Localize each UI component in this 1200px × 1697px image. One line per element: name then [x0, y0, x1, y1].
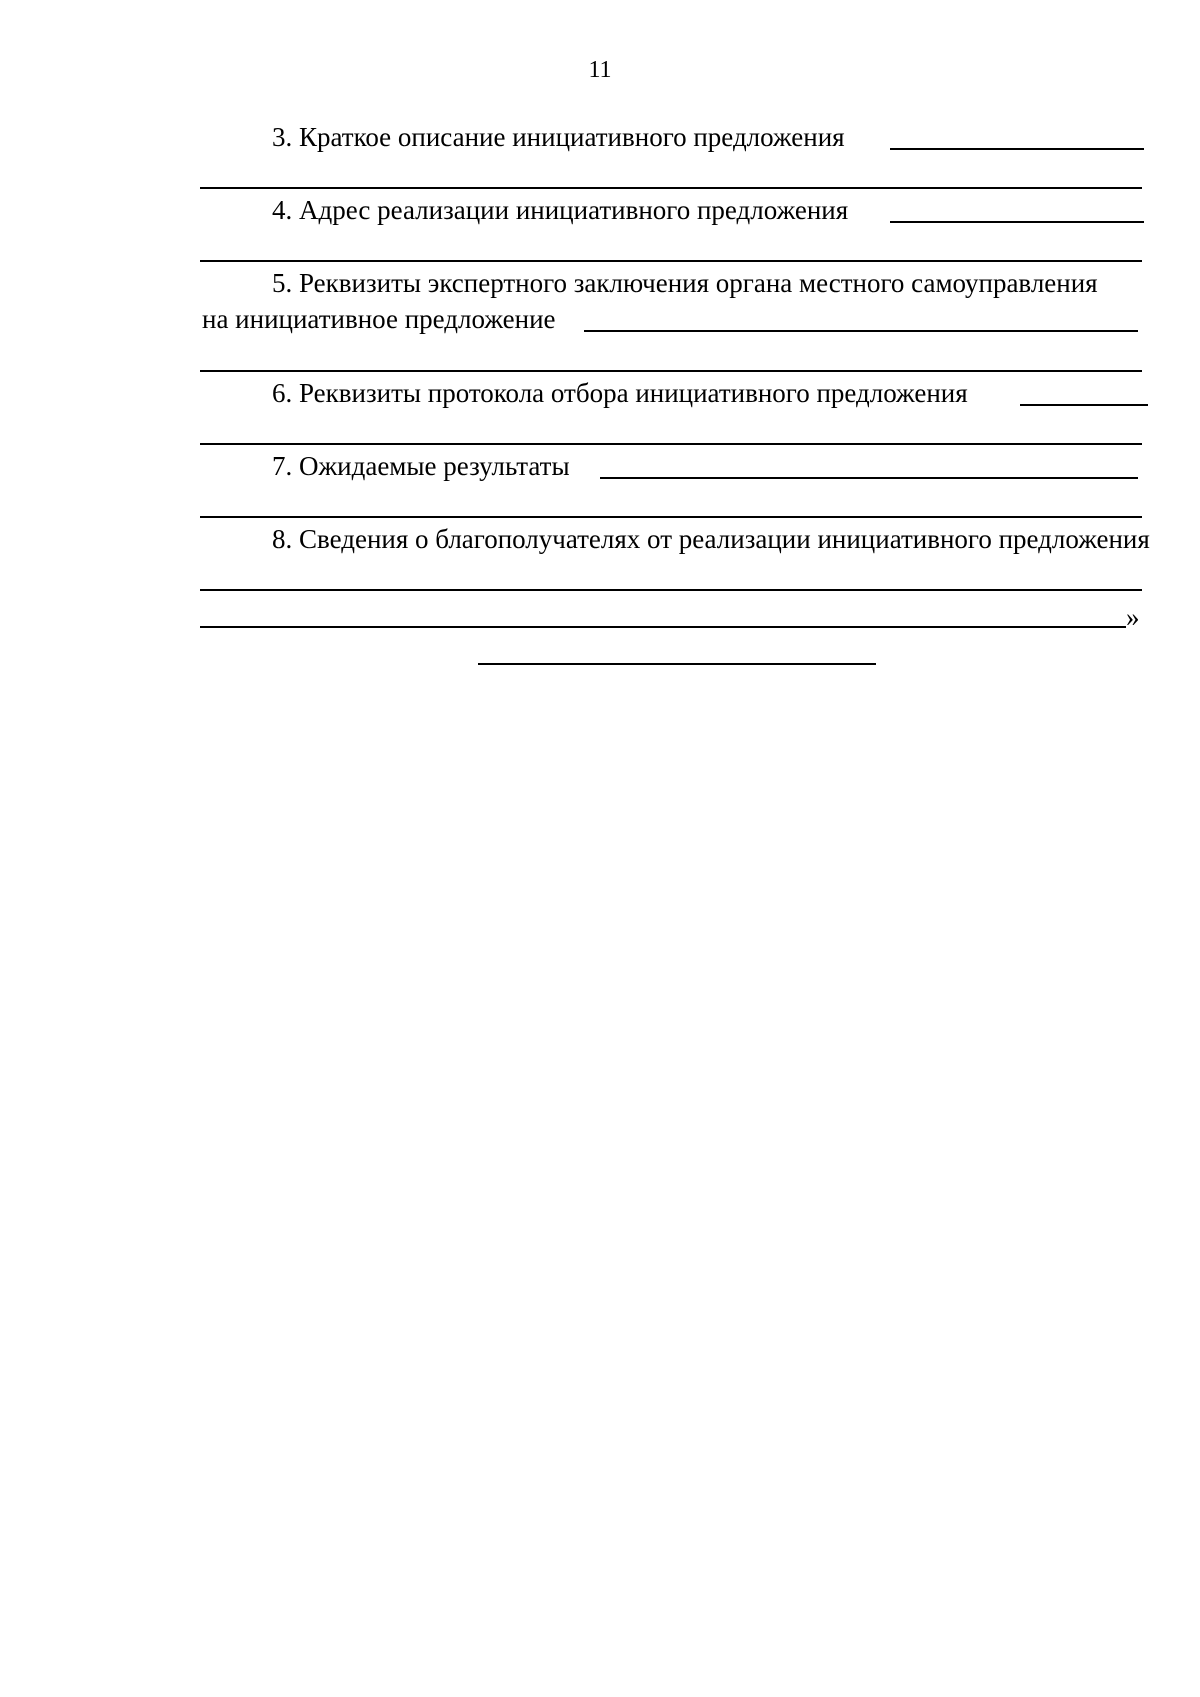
item-5-fill-line [584, 330, 1138, 332]
item-8-blank-line-2 [200, 626, 1126, 628]
item-6-label: 6. Реквизиты протокола отбора инициативного предложения [272, 378, 968, 408]
item-7-fill-line [600, 477, 1138, 479]
item-8-label: 8. Сведения о благополучателях от реализации инициативного предложения [272, 524, 1150, 554]
item-3-label: 3. Краткое описание инициативного предложения [272, 122, 845, 152]
item-6-fill-line [1020, 404, 1148, 406]
closing-quote: » [1126, 602, 1140, 632]
page-number: 11 [588, 57, 612, 83]
item-5-label: 5. Реквизиты экспертного заключения органа местного самоуправления [272, 268, 1098, 298]
item-5-blank-line [200, 370, 1142, 372]
item-4-blank-line [200, 260, 1142, 262]
end-separator-line [478, 663, 876, 665]
item-8-blank-line-1 [200, 589, 1142, 591]
item-3-blank-line [200, 187, 1142, 189]
item-5-continuation: на инициативное предложение [202, 304, 556, 334]
item-4-fill-line [890, 221, 1144, 223]
item-3-fill-line [890, 148, 1144, 150]
item-6-blank-line [200, 443, 1142, 445]
item-7-blank-line [200, 516, 1142, 518]
item-7-label: 7. Ожидаемые результаты [272, 451, 570, 481]
item-4-label: 4. Адрес реализации инициативного предложения [272, 195, 849, 225]
